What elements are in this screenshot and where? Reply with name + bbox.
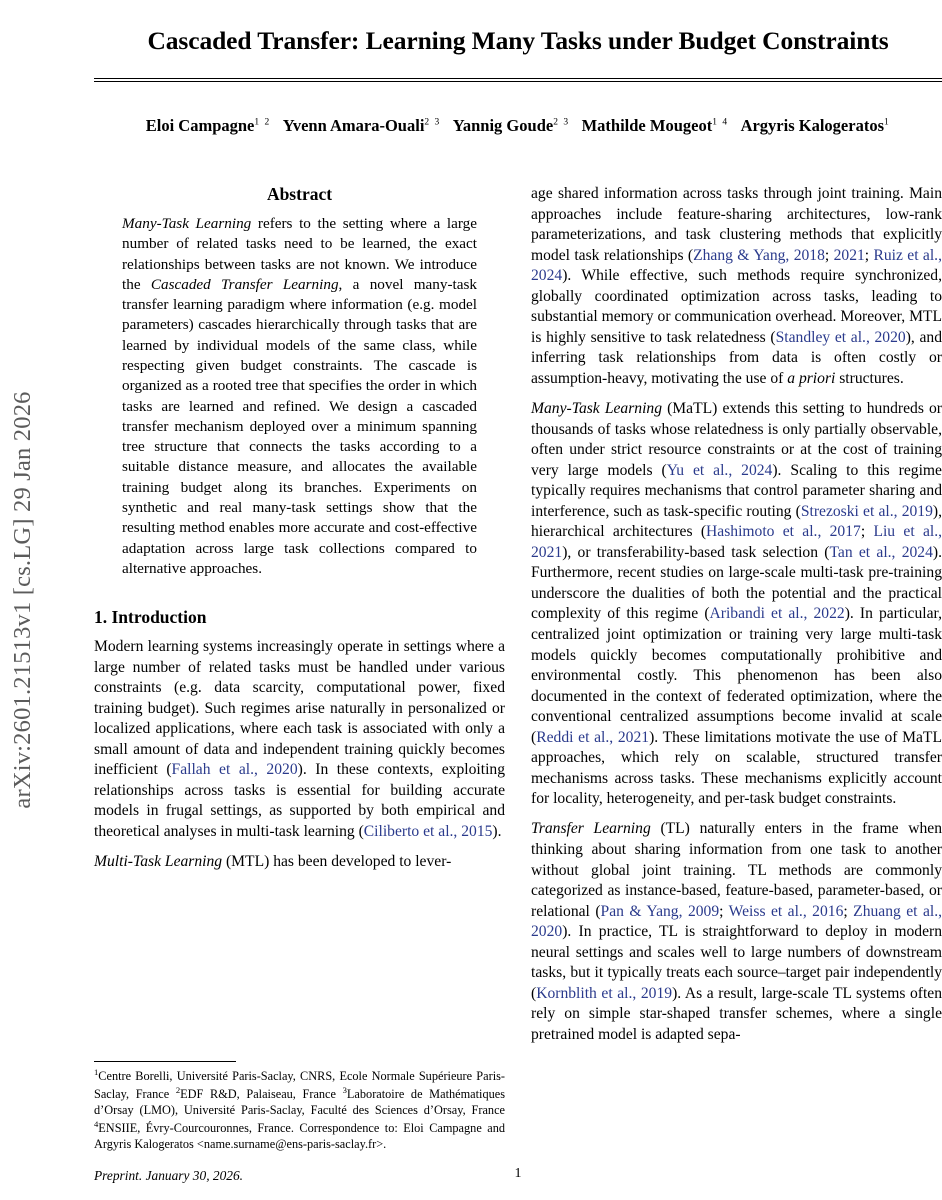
body-text: refers to the setting where a large number of related tasks need to be learned, the exact relationships between tasks are not known. We introduce the: [122, 215, 477, 293]
body-text: ;: [864, 246, 874, 264]
affiliation-marker: 3: [342, 1084, 347, 1095]
citation-link[interactable]: Standley et al., 2020: [775, 328, 906, 346]
affiliation-marker: 2: [175, 1084, 181, 1095]
citation-link[interactable]: Pan & Yang, 2009: [600, 902, 720, 920]
introduction-left-paragraphs: [94, 637, 505, 873]
citation-link[interactable]: Yu et al., 2024: [666, 461, 773, 479]
body-text: ENSIIE, Évry-Courcouronnes, France. Correspondence to: Eloi Campagne and Argyris Kalogeratos <name.surname@ens-paris-saclay.fr>.: [94, 1121, 505, 1152]
body-text: ). In practice, TL is straightforward to deploy in modern neural settings and scales well to large numbers of downstream tasks, but it typically treats each source–target pair independently (: [531, 923, 942, 1002]
body-text: , a novel many-task transfer learning paradigm where information (e.g. model parameters) cascades hierarchically through tasks that are learned by individual models of the same class, while respecting given budget constraints. The cascade is organized as a rooted tree that specifies the order in which tasks are learned and refined. We design a cascaded transfer mechanism deployed over a minimum spanning tree structure that connects the tasks according to a suitable distance measure, and allocates the available training budget along its branches. Experiments on synthetic and real many-task settings show that the resulting method enables more accurate and cost-effective adaptation across large task collections compared to alternative approaches.: [122, 275, 477, 577]
page-title: Cascaded Transfer: Learning Many Tasks under Budget Constraints: [147, 26, 889, 55]
footnote-divider-rule: [94, 1061, 236, 1062]
body-text: ), or transferability-based task selection (: [562, 543, 830, 561]
body-text: Centre Borelli, Université Paris-Saclay, CNRS, Ecole Normale Supérieure Paris-Saclay, France: [94, 1068, 505, 1101]
citation-link[interactable]: Aribandi et al., 2022: [709, 605, 845, 623]
author-affiliation-marker: 2 3: [424, 117, 441, 128]
citation-link[interactable]: 2021: [833, 246, 865, 264]
section-heading-introduction: 1. Introduction: [94, 607, 207, 628]
paragraph: [531, 819, 942, 1045]
paper-content: [94, 0, 942, 1200]
emphasis-text: Many-Task Learning: [122, 215, 252, 232]
body-text: structures.: [835, 369, 904, 387]
body-text: Modern learning systems increasingly operate in settings where a large number of related tasks must be handled under various constraints (e.g. data scarcity, computational power, fixed training budget). Such regimes arise naturally in personalized or localized applications, where each task is associated with only a small amount of data and independent training quickly becomes inefficient (: [94, 638, 505, 779]
author-affiliation-marker: 1 2: [254, 117, 271, 128]
body-text: ), hierarchical architectures (: [531, 502, 942, 541]
body-text: EDF R&D, Palaiseau, France: [180, 1086, 343, 1101]
body-text: ). As a result, large-scale TL systems often rely on simple star-shaped transfer schemes, where a single pretrained model is adapted sepa-: [531, 984, 942, 1043]
body-text: ). While effective, such methods require synchronized, globally coordinated optimization across tasks, leading to substantial memory or communication overhead. Moreover, MTL is highly sensitive to task relatedness (: [531, 267, 942, 346]
footnote-affiliations: [94, 1067, 505, 1153]
citation-link[interactable]: Kornblith et al., 2019: [536, 984, 673, 1002]
body-text: ;: [860, 523, 874, 541]
citation-link[interactable]: Ruiz et al., 2024: [531, 246, 942, 285]
citation-link[interactable]: Weiss et al., 2016: [728, 902, 844, 920]
body-text: ). In particular, centralized joint optimization or training very large multi-task models quickly becomes computationally prohibitive and environmental costly. This phenomenon has been also documented in the context of federated optimization, where the conventional centralized assumptions become invalid at scale (: [531, 605, 942, 746]
introduction-right-paragraphs: [531, 184, 942, 1045]
citation-link[interactable]: Hashimoto et al., 2017: [706, 523, 861, 541]
citation-link[interactable]: Fallah et al., 2020: [171, 761, 298, 779]
emphasis-text: Transfer Learning: [531, 820, 651, 838]
body-text: ).: [492, 822, 502, 840]
body-text: (MaTL) extends this setting to hundreds or thousands of tasks whose relatedness is only partially observable, often under strict resource constraints or at the cost of training very large models (: [531, 399, 942, 479]
citation-link[interactable]: Reddi et al., 2021: [536, 728, 650, 746]
author-name: Yannig Goude$^{2 3}$: [452, 115, 570, 135]
body-text: ). In these contexts, exploiting relationships across tasks is essential for building accurate models in frugal settings, as supported by both empirical and theoretical analyses in multi-task learning (: [94, 761, 505, 840]
body-text: ). Furthermore, recent studies on large-scale multi-task pre-training underscore the dualities of both the potential and the practical complexity of this regime (: [531, 543, 942, 623]
author-name: Mathilde Mougeot$^{1 4}$: [581, 115, 729, 135]
paragraph: [531, 399, 942, 810]
citation-link[interactable]: Liu et al., 2021: [531, 523, 942, 561]
author-affiliation-marker: 2 3: [553, 117, 570, 128]
body-text: ;: [719, 902, 729, 920]
abstract-text: [122, 214, 477, 579]
author-name: Argyris Kalogeratos$^1$: [740, 115, 891, 135]
body-text: ), and inferring task relationships from data is often costly or assumption-heavy, motivating the use of: [531, 328, 942, 387]
body-text: ). Scaling to this regime typically requires mechanisms that control parameter sharing and interference, such as task-specific routing (: [531, 461, 942, 520]
body-text: ;: [843, 902, 854, 920]
author-affiliation-marker: 1 4: [712, 117, 729, 128]
citation-link[interactable]: Zhang & Yang, 2018: [693, 246, 825, 264]
paragraph: [94, 637, 505, 842]
emphasis-text: a priori: [787, 369, 836, 387]
emphasis-text: Many-Task Learning: [531, 399, 663, 417]
body-columns: [94, 184, 942, 1184]
citation-link[interactable]: Ciliberto et al., 2015: [363, 822, 493, 840]
affiliation-marker: 1: [94, 1066, 99, 1077]
body-text: age shared information across tasks through joint training. Main approaches include feature-sharing architectures, low-rank parameterizations, and task clustering methods that explicitly model task relationships (: [531, 185, 942, 264]
right-column: [531, 184, 942, 1184]
citation-link[interactable]: Strezoski et al., 2019: [800, 502, 933, 520]
body-text: ). These limitations motivate the use of MaTL approaches, which rely on scalable, structured transfer mechanisms across tasks. These mechanisms explicitly account for locality, heterogeneity, and per-task budget constraints.: [531, 728, 942, 808]
affiliation-marker: 4: [94, 1118, 99, 1129]
author-name: Yvenn Amara-Ouali$^{2 3}$: [282, 115, 441, 135]
abstract-heading: Abstract: [266, 184, 333, 204]
paragraph: [94, 852, 505, 873]
citation-link[interactable]: Tan et al., 2024: [829, 543, 933, 561]
body-text: Laboratoire de Mathématiques d’Orsay (LMO), Université Paris-Saclay, Faculté des Sciences d’Orsay, France: [94, 1086, 505, 1117]
body-text: (MTL) has been developed to lever-: [222, 853, 452, 871]
author-name: Eloi Campagne$^{1 2}$: [145, 115, 271, 135]
body-text: ;: [824, 246, 834, 264]
emphasis-text: Cascaded Transfer Learning: [150, 275, 339, 293]
author-list: [94, 115, 942, 136]
page-number: 1: [514, 1166, 522, 1181]
preprint-notice: Preprint. January 30, 2026.: [94, 1168, 244, 1183]
body-text: (TL) naturally enters in the frame when thinking about sharing information from one task to another without global joint training. TL methods are commonly categorized as instance-based, feature-based, parameter-based, or relational (: [531, 820, 942, 920]
arxiv-identifier-stamp: arXiv:2601.21513v1 [cs.LG] 29 Jan 2026: [9, 391, 36, 809]
paragraph: [531, 184, 942, 389]
title-divider-rule: [94, 78, 942, 82]
emphasis-text: Multi-Task Learning: [94, 853, 223, 871]
citation-link[interactable]: Zhuang et al., 2020: [531, 902, 942, 941]
left-column: [94, 184, 505, 1184]
author-affiliation-marker: 1: [884, 117, 891, 128]
abstract-section: [94, 184, 505, 579]
